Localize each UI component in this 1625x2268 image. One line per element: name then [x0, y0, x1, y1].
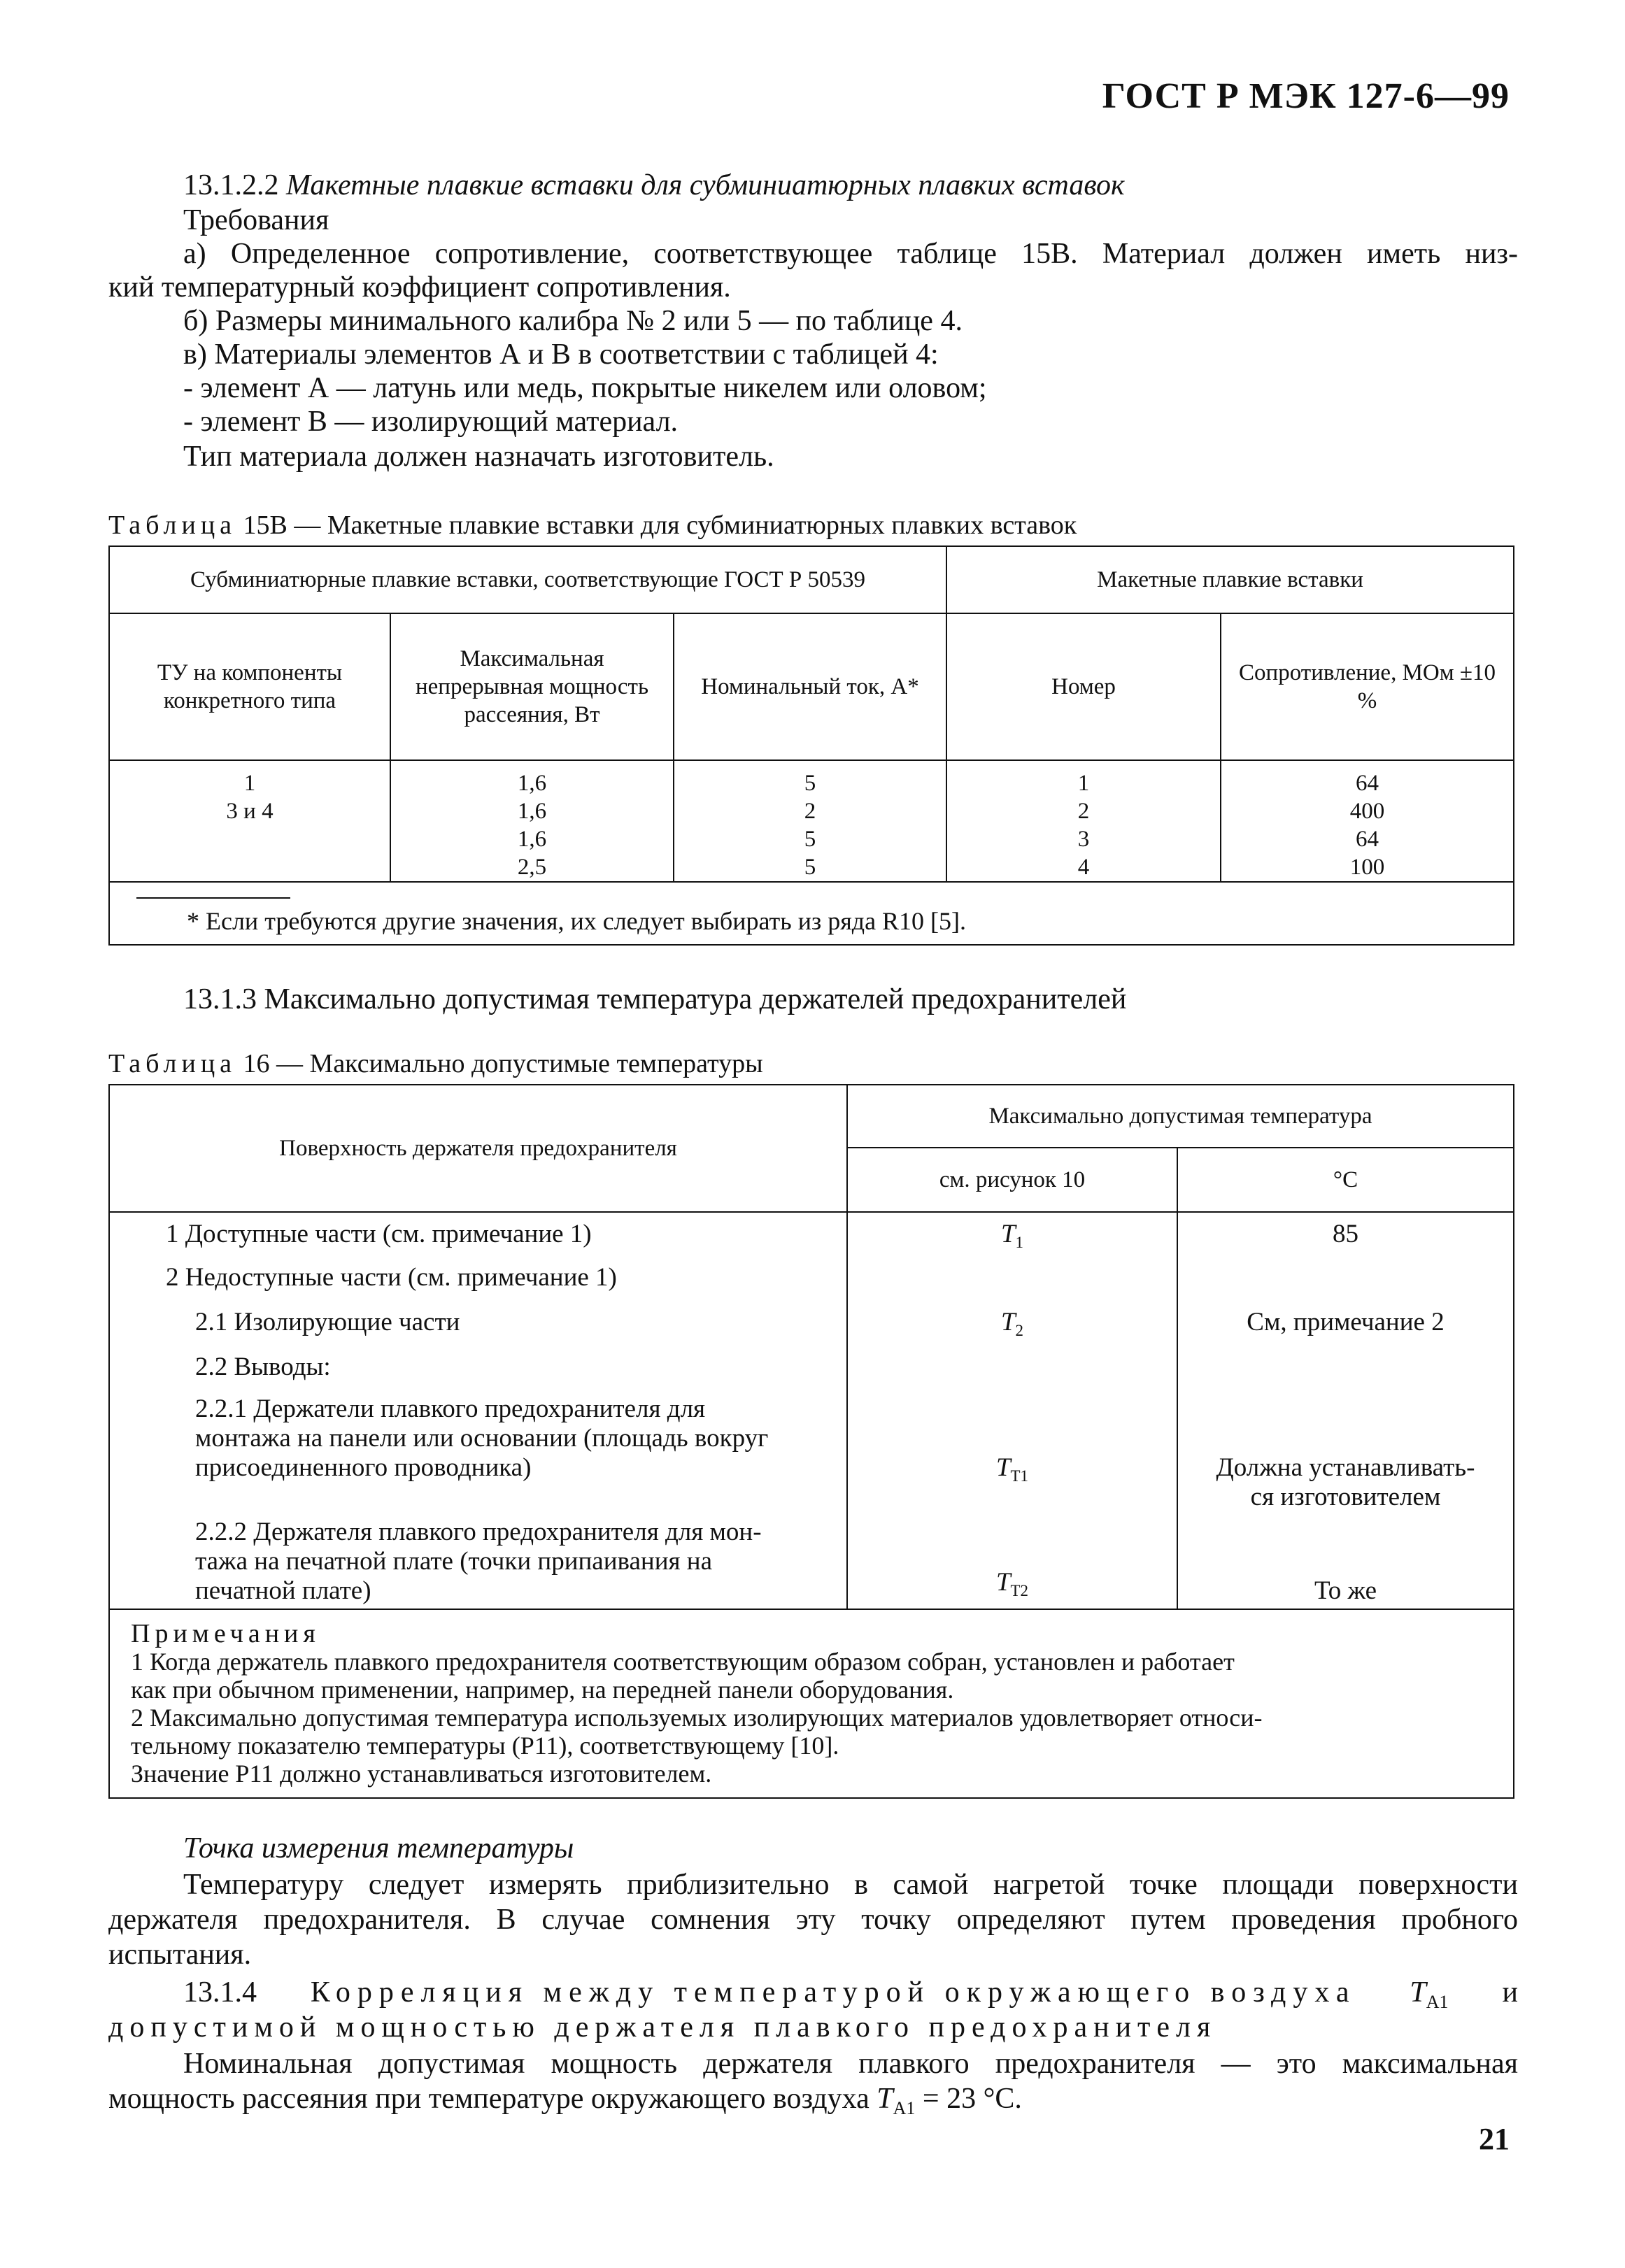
row-label [109, 1392, 847, 1515]
cell: 2 [1077, 799, 1090, 824]
table-16-row [109, 1260, 1514, 1305]
cell: 3 [1077, 827, 1090, 852]
cell: 64 [1356, 771, 1379, 796]
symbol: T [1000, 1308, 1016, 1337]
requirement-a-line2: кий температурный коэффициент сопротивления. [108, 271, 731, 304]
symbol-ta1 [877, 2083, 916, 2119]
row-label: 2.2 Выводы: [109, 1350, 847, 1392]
table-15b-caption [108, 509, 1077, 541]
table-16-caption [108, 1048, 763, 1080]
header-resistance: Сопротивление, МОм ±10 % [1221, 613, 1514, 760]
symbol-subscript: A1 [893, 2098, 916, 2119]
cell: 2 [804, 799, 816, 824]
requirement-a-line1: а) Определенное сопротивление, соответствующее таблице 15В. Материал должен иметь низ- [183, 238, 1518, 270]
text: мощность рассеяния при температуре окружающего воздуха [108, 2083, 870, 2115]
label-line: монтажа на панели или основании (площадь вокруг [195, 1424, 769, 1453]
page-number: 21 [1479, 2122, 1510, 2156]
row-label: 1 Доступные части (см. примечание 1) [109, 1212, 847, 1260]
value-line: Должна устанавливать- [1216, 1453, 1475, 1483]
cell: 64 [1356, 827, 1379, 852]
value-cell: 85 [1177, 1212, 1514, 1260]
symbol: T [995, 1568, 1011, 1597]
symbol: T [995, 1453, 1011, 1483]
symbol: T [877, 2083, 893, 2115]
value-cell [1177, 1392, 1514, 1515]
header-rated-current: Номинальный ток, А* [674, 613, 946, 760]
section-title: Макетные плавкие вставки для субминиатюрных плавких вставок [286, 169, 1125, 201]
requirements-label: Требования [183, 204, 329, 236]
current-column [674, 760, 946, 882]
cell: 1 [243, 771, 256, 796]
number-column [946, 760, 1221, 882]
cell: 1,6 [517, 771, 547, 796]
caption-word: Таблица [108, 1049, 237, 1078]
symbol-cell [847, 1350, 1177, 1392]
symbol-cell [847, 1392, 1177, 1515]
cell: 1 [1077, 771, 1090, 796]
symbol-subscript: 1 [1015, 1234, 1024, 1252]
section-1313-heading: 13.1.3 Максимально допустимая температура держателей предохранителей [183, 983, 1127, 1015]
requirement-c-element-b: - элемент В — изолирующий материал. [183, 406, 679, 438]
note-3: Значение Р11 должно устанавливаться изготовителем. [131, 1760, 712, 1788]
caption-text: 16 — Максимально допустимые температуры [243, 1049, 763, 1078]
footnote-rule [136, 897, 290, 899]
header-number: Номер [946, 613, 1221, 760]
row-label: 2.1 Изолирующие части [109, 1305, 847, 1350]
temp-point-line1: Температуру следует измерять приблизительно в самой нагретой точке площади поверхности [183, 1869, 1518, 1901]
requirement-c: в) Материалы элементов А и В в соответствии с таблицей 4: [183, 338, 939, 371]
table-15b-footnote-cell [109, 882, 1514, 945]
caption-text: 15В — Макетные плавкие вставки для субминиатюрных плавких вставок [243, 511, 1077, 540]
note-2-line2: тельному показателю температуры (Р11), соответствующему [10]. [131, 1732, 839, 1760]
label-line: 2.2.1 Держатели плавкого предохранителя для [195, 1395, 706, 1424]
symbol-cell [847, 1212, 1177, 1260]
table-16-row [109, 1392, 1514, 1515]
cell: 1,6 [517, 799, 547, 824]
cell: 3 и 4 [226, 799, 274, 824]
note-1-line2: как при обычном применении, например, на передней панели оборудования. [131, 1676, 954, 1704]
row-label [109, 1515, 847, 1609]
value-cell [1177, 1350, 1514, 1392]
section-1314-para-line2 [108, 2081, 1518, 2126]
header-group-subminiature: Субминиатюрные плавкие вставки, соответствующие ГОСТ Р 50539 [109, 546, 946, 613]
table-16-row [109, 1305, 1514, 1350]
note-1-line1: 1 Когда держатель плавкого предохранителя соответствующим образом собран, установлен и работает [131, 1648, 1235, 1676]
requirement-b: б) Размеры минимального калибра № 2 или 5 — по таблице 4. [183, 305, 963, 337]
requirement-c-element-a: - элемент А — латунь или медь, покрытые никелем или оловом; [183, 372, 987, 404]
header-group-dummy: Макетные плавкие вставки [946, 546, 1514, 613]
table-16-notes [109, 1609, 1514, 1798]
document-code-header: ГОСТ Р МЭК 127-6—99 [1102, 76, 1510, 116]
text: = 23 °С. [922, 2083, 1022, 2115]
cell: 5 [804, 855, 816, 880]
header-unit: °С [1177, 1148, 1514, 1212]
symbol-subscript: 2 [1015, 1322, 1024, 1340]
row-label: 2 Недоступные части (см. примечание 1) [109, 1260, 847, 1305]
cell: 2,5 [517, 855, 547, 880]
notes-title: Примечания [131, 1619, 320, 1649]
header-see-figure: см. рисунок 10 [847, 1148, 1177, 1212]
symbol-cell [847, 1515, 1177, 1609]
symbol-subscript: T2 [1010, 1582, 1029, 1600]
table-16-row [109, 1515, 1514, 1609]
label-line: 2.2.2 Держателя плавкого предохранителя для мон- [195, 1518, 762, 1547]
temp-point-line3: испытания. [108, 1939, 252, 1971]
header-max-temperature: Максимально допустимая температура [847, 1085, 1514, 1148]
section-1314-para-line1: Номинальная допустимая мощность держателя плавкого предохранителя — это максимальная [183, 2048, 1518, 2080]
section-1314-heading-line2: допустимой мощностью держателя плавкого предохранителя [108, 2011, 1217, 2044]
power-column [390, 760, 674, 882]
symbol: T [1410, 1976, 1426, 2009]
value-line: ся изготовителем [1250, 1483, 1441, 1512]
symbol-subscript: T1 [1010, 1467, 1029, 1485]
footnote: * Если требуются другие значения, их следует выбирать из ряда R10 [5]. [187, 907, 967, 935]
symbol-cell [847, 1305, 1177, 1350]
label-line: печатной плате) [195, 1576, 371, 1606]
cell: 100 [1349, 855, 1385, 880]
table-16-row [109, 1212, 1514, 1260]
value-cell: См, примечание 2 [1177, 1305, 1514, 1350]
temp-point-line2: держателя предохранителя. В случае сомнения эту точку определяют путем проведения пробного [108, 1904, 1518, 1936]
label-line: тажа на печатной плате (точки припаивания на [195, 1547, 713, 1576]
conjunction: и [1502, 1976, 1518, 2009]
section-number: 13.1.2.2 [183, 169, 279, 201]
table-15b-data-row [109, 760, 1514, 882]
value-cell: То же [1177, 1515, 1514, 1609]
symbol-subscript: A1 [1426, 1992, 1449, 2013]
resistance-column [1221, 760, 1514, 882]
value-cell [1177, 1260, 1514, 1305]
header-surface: Поверхность держателя предохранителя [109, 1085, 847, 1212]
note-2-line1: 2 Максимально допустимая температура используемых изолирующих материалов удовлетворяет относи- [131, 1704, 1263, 1732]
requirement-d: Тип материала должен назначать изготовитель. [183, 441, 774, 473]
table-16-row [109, 1350, 1514, 1392]
spec-column [109, 760, 390, 882]
header-spec: ТУ на компоненты конкретного типа [109, 613, 390, 760]
cell: 400 [1349, 799, 1385, 824]
section-13122-heading [183, 168, 1518, 203]
symbol-cell [847, 1260, 1177, 1305]
cell: 5 [804, 771, 816, 796]
cell: 1,6 [517, 827, 547, 852]
header-max-power: Максимальная непрерывная мощность рассеяния, Вт [390, 613, 674, 760]
table-16 [108, 1084, 1514, 1799]
table-15b [108, 545, 1514, 946]
symbol: T [1000, 1220, 1016, 1248]
section-title-part1: Корреляция между температурой окружающего воздуха [310, 1976, 1356, 2009]
cell: 5 [804, 827, 816, 852]
caption-word: Таблица [108, 511, 237, 540]
label-line: присоединенного проводника) [195, 1453, 532, 1483]
section-number: 13.1.4 [183, 1976, 257, 2009]
temp-point-title: Точка измерения температуры [183, 1832, 574, 1864]
cell: 4 [1077, 855, 1090, 880]
